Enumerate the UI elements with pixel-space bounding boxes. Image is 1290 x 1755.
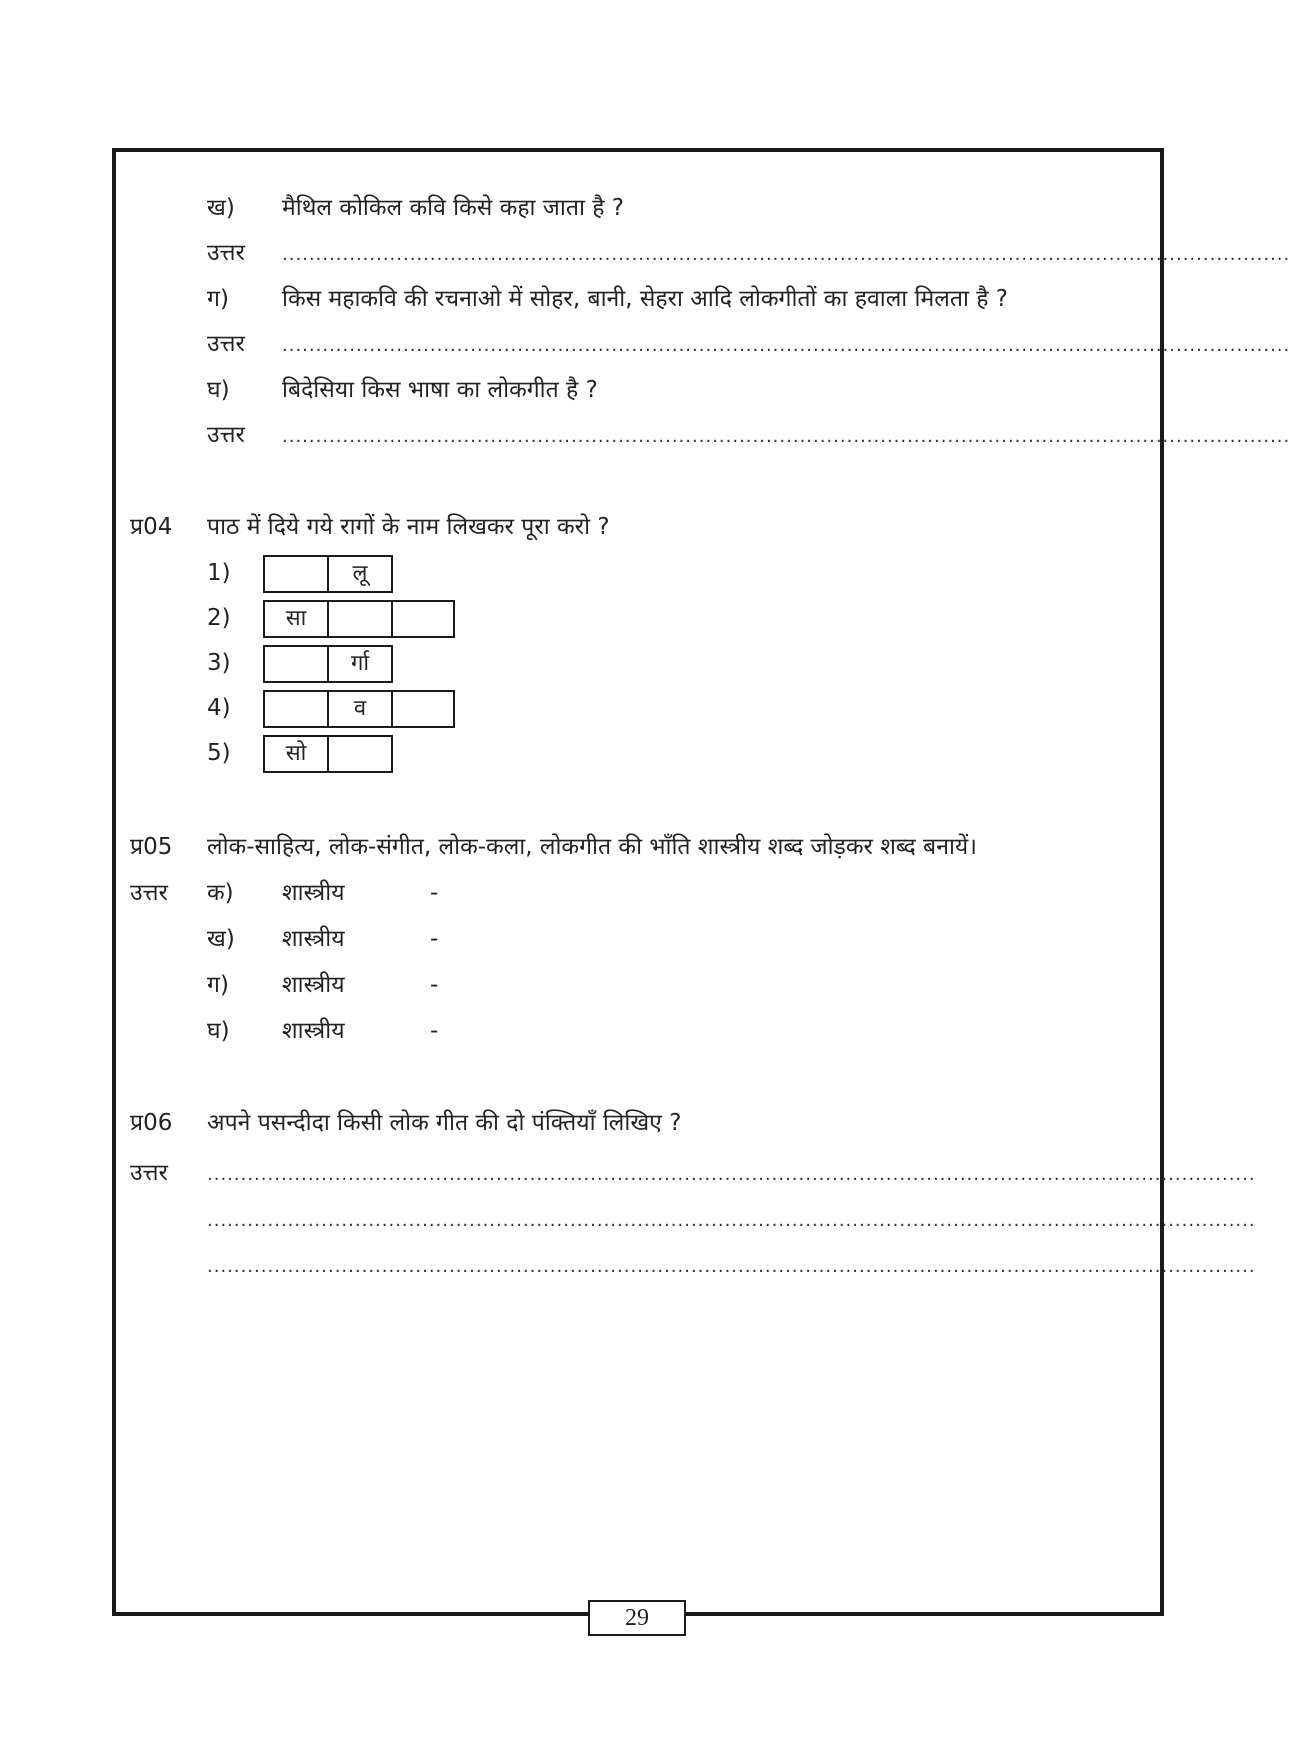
q5-item-label: घ) xyxy=(207,1018,230,1044)
q3-answer-label: उत्तर xyxy=(207,240,245,266)
q4-letter-box[interactable] xyxy=(263,555,329,593)
q3-part-question: मैथिल कोकिल कवि किसे कहा जाता है ? xyxy=(282,195,624,221)
q3-answer-label: उत्तर xyxy=(207,331,245,357)
q4-row-label: 1) xyxy=(207,560,231,586)
q3-answer-line[interactable]: ...................................................................................................................................................... xyxy=(282,244,1290,265)
q4-letter-box[interactable] xyxy=(391,690,455,728)
q5-item-dash: - xyxy=(430,1018,439,1044)
q3-answer-label: उत्तर xyxy=(207,422,245,448)
q5-item-label: क) xyxy=(207,880,234,906)
q6-number: प्र06 xyxy=(130,1110,173,1136)
q4-row-label: 4) xyxy=(207,695,231,721)
q4-letter-box[interactable] xyxy=(263,645,329,683)
q4-letter-box[interactable] xyxy=(263,690,329,728)
q5-answer-label: उत्तर xyxy=(130,880,168,906)
q4-number: प्र04 xyxy=(130,514,173,540)
q3-answer-line[interactable]: ...................................................................................................................................................... xyxy=(282,335,1290,356)
q5-item-label: ख) xyxy=(207,926,235,952)
q3-part-question: किस महाकवि की रचनाओ में सोहर, बानी, सेहरा आदि लोकगीतों का हवाला मिलता है ? xyxy=(282,286,1008,312)
q6-answer-label: उत्तर xyxy=(130,1160,168,1186)
q5-item-dash: - xyxy=(430,926,439,952)
q5-number: प्र05 xyxy=(130,834,173,860)
q4-letter-box[interactable]: व xyxy=(327,690,393,728)
q3-part-label: ग) xyxy=(207,286,229,312)
q3-answer-line[interactable]: ...................................................................................................................................................... xyxy=(282,426,1290,447)
q6-answer-line[interactable]: ............................................................................................................................................................ xyxy=(207,1256,1256,1277)
q4-row-label: 2) xyxy=(207,605,231,631)
q5-question: लोक-साहित्य, लोक-संगीत, लोक-कला, लोकगीत की भाँति शास्त्रीय शब्द जोड़कर शब्द बनायें। xyxy=(207,834,977,860)
q3-part-question: बिदेसिया किस भाषा का लोकगीत है ? xyxy=(282,377,598,403)
q4-letter-box[interactable] xyxy=(327,735,393,773)
q6-answer-line[interactable]: ............................................................................................................................................................ xyxy=(207,1164,1256,1185)
page-frame xyxy=(112,148,1290,1616)
q5-item-dash: - xyxy=(430,972,439,998)
q5-item-label: ग) xyxy=(207,972,229,998)
q4-letter-box[interactable]: लू xyxy=(327,555,393,593)
q4-letter-box[interactable] xyxy=(391,600,455,638)
q6-question: अपने पसन्दीदा किसी लोक गीत की दो पंक्तियाँ लिखिए ? xyxy=(207,1110,682,1136)
q3-part-label: घ) xyxy=(207,377,230,403)
q5-item-dash: - xyxy=(430,880,439,906)
q6-answer-line[interactable]: ............................................................................................................................................................ xyxy=(207,1210,1256,1231)
q4-question: पाठ में दिये गये रागों के नाम लिखकर पूरा करो ? xyxy=(207,514,610,540)
q5-item-word: शास्त्रीय xyxy=(282,1018,345,1044)
q4-letter-box[interactable]: र्गा xyxy=(327,645,393,683)
q3-part-label: ख) xyxy=(207,195,235,221)
q5-item-word: शास्त्रीय xyxy=(282,972,345,998)
q4-letter-box[interactable]: सा xyxy=(263,600,329,638)
page-number: 29 xyxy=(588,1600,686,1636)
q4-row-label: 3) xyxy=(207,650,231,676)
q5-item-word: शास्त्रीय xyxy=(282,926,345,952)
q4-row-label: 5) xyxy=(207,740,231,766)
q4-letter-box[interactable]: सो xyxy=(263,735,329,773)
q5-item-word: शास्त्रीय xyxy=(282,880,345,906)
q4-letter-box[interactable] xyxy=(327,600,393,638)
